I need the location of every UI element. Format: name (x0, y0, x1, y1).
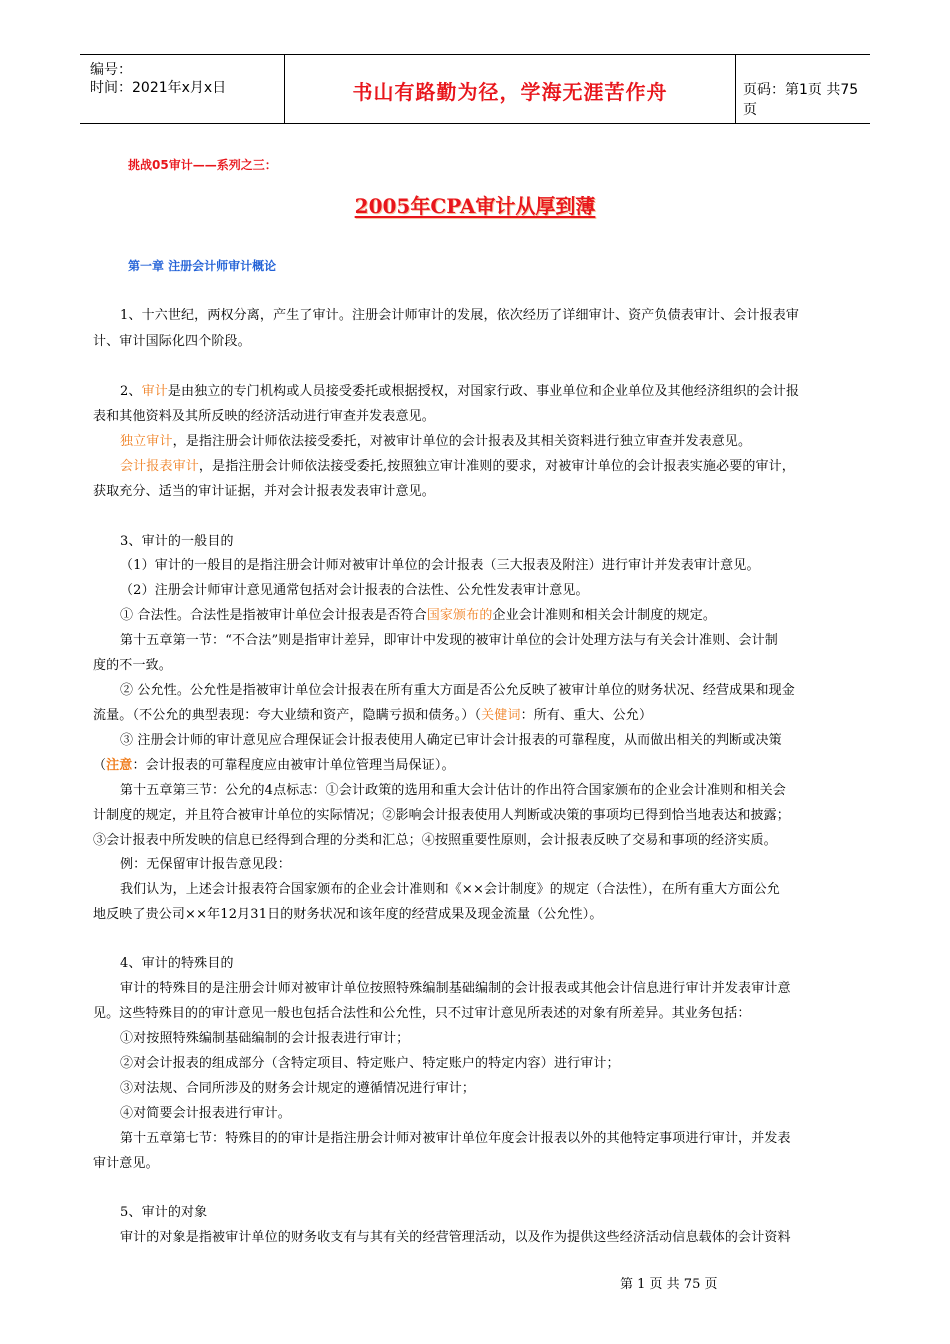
list-item: ②对会计报表的组成部分（含特定项目、特定账户、特定账户的特定内容）进行审计； (120, 1056, 620, 1071)
chapter-heading: 第一章 注册会计师审计概论 (128, 259, 277, 273)
page-header (80, 54, 870, 124)
series-label: 挑战05审计——系列之三： (128, 158, 277, 172)
list-item: ③对法规、合同所涉及的财务会计规定的遵循情况进行审计； (120, 1081, 476, 1096)
paragraph-line: 第十五章第七节：特殊目的的审计是指注册会计师对被审计单位年度会计报表以外的其他特定事项进行审计，并发表 (120, 1131, 791, 1146)
document-title-text: 2005年CPA审计从厚到薄 (354, 194, 596, 218)
paragraph-line: 2、审计是由独立的专门机构或人员接受委托或根据授权，对国家行政、事业单位和企业单位及其他经济组织的会计报 (120, 384, 800, 399)
keyword: 国家颁布的 (426, 608, 493, 623)
page-footer: 第 1 页 共 75 页 (620, 1277, 718, 1292)
paragraph-line: 流量。（不公允的典型表现：夸大业绩和资产，隐瞒亏损和债务。）（关健词：所有、重大、公允） (93, 708, 653, 723)
keyword: 审计 (141, 384, 168, 399)
header-motto: 书山有路勤为径，学海无涯苦作舟 (352, 80, 668, 104)
paragraph-line: （1）审计的一般目的是指注册会计师对被审计单位的会计报表（三大报表及附注）进行审计并发表审计意见。 (120, 558, 760, 573)
paragraph-line: 审计的特殊目的是注册会计师对被审计单位按照特殊编制基础编制的会计报表或其他会计信息进行审计并发表审计意 (120, 981, 791, 996)
keyword: 注意 (106, 758, 133, 773)
paragraph-line: 会计报表审计，是指注册会计师依法接受委托,按照独立审计准则的要求，对被审计单位的会计报表实施必要的审计， (120, 459, 795, 474)
paragraph-line: 计制度的规定，并且符合被审计单位的实际情况；②影响会计报表使用人判断或决策的事项均已得到恰当地表达和披露； (93, 808, 790, 823)
paragraph-line: 获取充分、适当的审计证据，并对会计报表发表审计意见。 (93, 484, 435, 499)
paragraph-line: 独立审计，是指注册会计师依法接受委托，对被审计单位的会计报表及其相关资料进行独立审查并发表意见。 (120, 434, 752, 449)
section-heading: 3、审计的一般目的 (120, 534, 234, 549)
paragraph-line: （注意：会计报表的可靠程度应由被审计单位管理当局保证）。 (93, 758, 455, 773)
document-title (0, 190, 950, 219)
header-meta-cell (86, 55, 284, 123)
paragraph-line: 地反映了贵公司××年12月31日的财务状况和该年度的经营成果及现金流量（公允性）。 (93, 907, 603, 922)
paragraph-line: 第十五章第一节：“不合法”则是指审计差异，即审计中发现的被审计单位的会计处理方法与有关会计准则、会计制 (120, 633, 778, 648)
section-heading: 4、审计的特殊目的 (120, 956, 234, 971)
paragraph-line: 例：无保留审计报告意见段： (120, 857, 291, 872)
paragraph-line: ① 合法性。合法性是指被审计单位会计报表是否符合国家颁布的企业会计准则和相关会计制度的规定。 (120, 608, 717, 623)
paragraph-line: 第十五章第三节：公允的4点标志：①会计政策的选用和重大会计估计的作出符合国家颁布的企业会计准则和相关会 (120, 783, 786, 798)
serial-number: 编号： (90, 62, 132, 78)
keyword: 关健词 (481, 708, 521, 723)
section-heading: 5、审计的对象 (120, 1205, 208, 1220)
keyword: 独立审计 (120, 434, 173, 449)
paragraph-line: 审计意见。 (93, 1156, 159, 1171)
header-time: 时间：2021年x月x日 (90, 80, 227, 96)
header-page-number: 页码：第1页 共75页 (743, 82, 859, 118)
list-item: ④对简要会计报表进行审计。 (120, 1106, 291, 1121)
paragraph-line: ③会计报表中所发映的信息已经得到合理的分类和汇总；④按照重要性原则，会计报表反映了交易和事项的经济实质。 (93, 833, 777, 848)
paragraph-line: （2）注册会计师审计意见通常包括对会计报表的合法性、公允性发表审计意见。 (120, 583, 589, 598)
paragraph-line: ② 公允性。公允性是指被审计单位会计报表在所有重大方面是否公允反映了被审计单位的财务状况、经营成果和现金 (120, 683, 795, 698)
paragraph-line: 我们认为，上述会计报表符合国家颁布的企业会计准则和《××会计制度》的规定（合法性），在所有重大方面公允 (120, 882, 780, 897)
paragraph-line: 1、十六世纪，两权分离，产生了审计。注册会计师审计的发展，依次经历了详细审计、资产负债表审计、会计报表审 (120, 308, 800, 323)
keyword: 会计报表审计 (120, 459, 199, 474)
list-item: ①对按照特殊编制基础编制的会计报表进行审计； (120, 1031, 410, 1046)
paragraph-line: 审计的对象是指被审计单位的财务收支有与其有关的经营管理活动，以及作为提供这些经济活动信息载体的会计资料 (120, 1230, 791, 1245)
paragraph-line: 表和其他资料及其所反映的经济活动进行审查并发表意见。 (93, 409, 435, 424)
paragraph-line: 见。这些特殊目的的审计意见一般也包括合法性和公允性，只不过审计意见所表述的对象有所差异。其业务包括： (93, 1006, 751, 1021)
paragraph-line: 计、审计国际化四个阶段。 (93, 334, 251, 349)
paragraph-line: ③ 注册会计师的审计意见应合理保证会计报表使用人确定已审计会计报表的可靠程度，从而做出相关的判断或决策 (120, 733, 782, 748)
header-motto-cell (284, 55, 736, 123)
header-page-cell (735, 55, 870, 123)
paragraph-line: 度的不一致。 (93, 658, 172, 673)
